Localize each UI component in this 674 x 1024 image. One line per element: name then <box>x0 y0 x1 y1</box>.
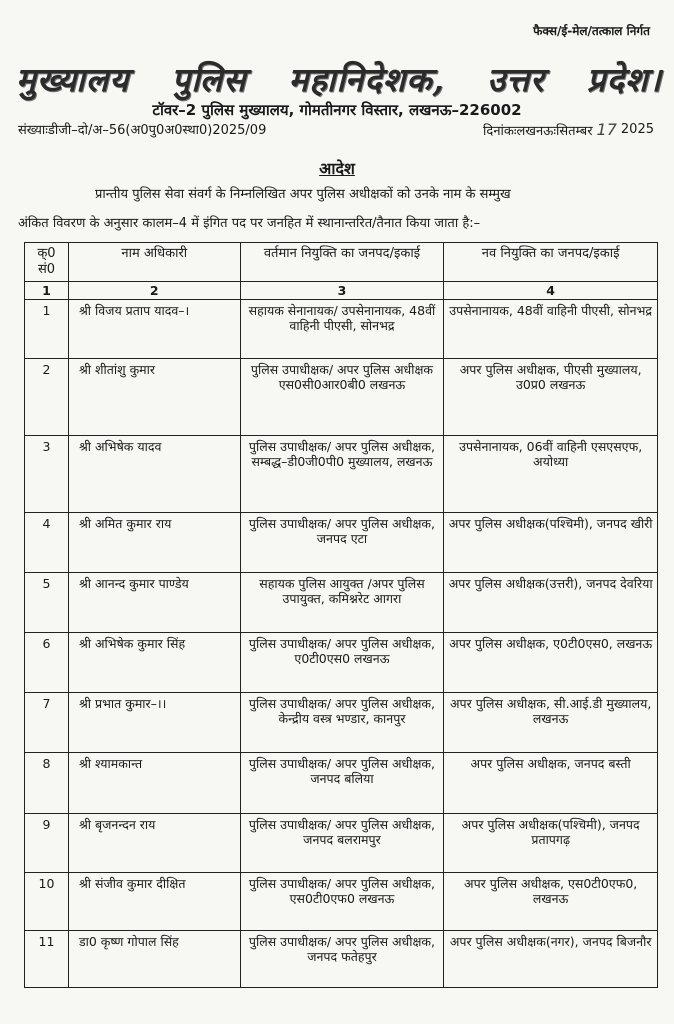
column-number: 1 <box>25 282 69 300</box>
current-posting-cell: पुलिस उपाधीक्षक/ अपर पुलिस अधीक्षक, जनपद फतेहपुर <box>240 931 444 988</box>
officer-name-cell: श्री संजीव कुमार दीक्षित <box>68 873 240 931</box>
new-posting-cell: अपर पुलिस अधीक्षक, जनपद बस्ती <box>444 753 658 814</box>
serial-cell: 10 <box>25 873 69 931</box>
serial-cell: 9 <box>25 814 69 873</box>
new-posting-cell: अपर पुलिस अधीक्षक, ए0टी0एस0, लखनऊ <box>444 633 658 693</box>
new-posting-cell: उपसेनानायक, 06वीं वाहिनी एसएसएफ, अयोध्या <box>444 436 658 513</box>
officer-name-cell: श्री आनन्द कुमार पाण्डेय <box>68 573 240 633</box>
table-row <box>25 633 658 693</box>
serial-cell: 3 <box>25 436 69 513</box>
table-row <box>25 573 658 633</box>
table-row <box>25 753 658 814</box>
intro-line-1: प्रान्तीय पुलिस सेवा संवर्ग के निम्नलिखित अपर पुलिस अधीक्षकों को उनके नाम के सम्मुख <box>95 187 511 202</box>
officer-name-cell: डा0 कृष्ण गोपाल सिंह <box>68 931 240 988</box>
current-posting-cell: पुलिस उपाधीक्षक/ अपर पुलिस अधीक्षक, सम्बद्ध–डी0जी0पी0 मुख्यालय, लखनऊ <box>240 436 444 513</box>
current-posting-cell: पुलिस उपाधीक्षक/ अपर पुलिस अधीक्षक, ए0टी0एस0 लखनऊ <box>240 633 444 693</box>
current-posting-cell: पुलिस उपाधीक्षक/ अपर पुलिस अधीक्षक, जनपद बलिया <box>240 753 444 814</box>
current-posting-cell: पुलिस उपाधीक्षक/ अपर पुलिस अधीक्षक, केन्द्रीय वस्त्र भण्डार, कानपुर <box>240 693 444 753</box>
current-posting-cell: पुलिस उपाधीक्षक/ अपर पुलिस अधीक्षक, जनपद एटा <box>240 513 444 573</box>
new-posting-cell: उपसेनानायक, 48वीं वाहिनी पीएसी, सोनभद्र <box>444 300 658 359</box>
order-date <box>483 120 654 139</box>
office-address: टॉवर–2 पुलिस मुख्यालय, गोमतीनगर विस्तार, लखनऊ–226002 <box>152 101 522 119</box>
letterhead-word: पुलिस <box>171 60 247 99</box>
serial-cell: 8 <box>25 753 69 814</box>
table-row <box>25 873 658 931</box>
header-officer-name: नाम अधिकारी <box>68 243 240 282</box>
table-row <box>25 300 658 359</box>
date-day-handwritten: 17 <box>596 120 617 139</box>
serial-cell: 5 <box>25 573 69 633</box>
table-row <box>25 359 658 436</box>
officer-name-cell: श्री अमित कुमार राय <box>68 513 240 573</box>
serial-cell: 6 <box>25 633 69 693</box>
letterhead-word: प्रदेश। <box>586 60 662 99</box>
table-row <box>25 814 658 873</box>
serial-cell: 2 <box>25 359 69 436</box>
new-posting-cell: अपर पुलिस अधीक्षक, एस0टी0एफ0, लखनऊ <box>444 873 658 931</box>
letterhead-title <box>16 56 662 101</box>
officer-name-cell: श्री अभिषेक कुमार सिंह <box>68 633 240 693</box>
order-title: आदेश <box>319 159 355 178</box>
transfer-table <box>24 242 658 988</box>
current-posting-cell: पुलिस उपाधीक्षक/ अपर पुलिस अधीक्षक, जनपद बलरामपुर <box>240 814 444 873</box>
reference-row <box>18 120 654 139</box>
officer-name-cell: श्री अभिषेक यादव <box>68 436 240 513</box>
intro-line-2: अंकित विवरण के अनुसार कालम–4 में इंगित पद पर जनहित में स्थानान्तरित/तैनात किया जाता है:– <box>18 216 481 231</box>
column-number: 3 <box>240 282 444 300</box>
current-posting-cell: पुलिस उपाधीक्षक/ अपर पुलिस अधीक्षक एस0सी0आर0बी0 लखनऊ <box>240 359 444 436</box>
column-number: 2 <box>68 282 240 300</box>
new-posting-cell: अपर पुलिस अधीक्षक(नगर), जनपद बिजनौर <box>444 931 658 988</box>
officer-name-cell: श्री श्यामकान्त <box>68 753 240 814</box>
new-posting-cell: अपर पुलिस अधीक्षक(उत्तरी), जनपद देवरिया <box>444 573 658 633</box>
serial-cell: 4 <box>25 513 69 573</box>
header-current-posting: वर्तमान नियुक्ति का जनपद/इकाई <box>240 243 444 282</box>
officer-name-cell: श्री शीतांशु कुमार <box>68 359 240 436</box>
officer-name-cell: श्री विजय प्रताप यादव–। <box>68 300 240 359</box>
officer-name-cell: श्री बृजनन्दन राय <box>68 814 240 873</box>
current-posting-cell: सहायक सेनानायक/ उपसेनानायक, 48वीं वाहिनी पीएसी, सोनभद्र <box>240 300 444 359</box>
table-row <box>25 436 658 513</box>
column-number: 4 <box>444 282 658 300</box>
serial-cell: 1 <box>25 300 69 359</box>
table-row <box>25 931 658 988</box>
table-row <box>25 513 658 573</box>
letterhead-word: मुख्यालय <box>16 60 130 99</box>
reference-number: संख्याःडीजी–दो/अ–56(अ0पु0अ0स्था0)2025/09 <box>18 123 267 138</box>
column-number-row <box>25 282 658 300</box>
new-posting-cell: अपर पुलिस अधीक्षक, सी.आई.डी मुख्यालय, लखनऊ <box>444 693 658 753</box>
date-prefix: दिनांकःलखनऊःसितम्बर <box>483 123 593 139</box>
serial-cell: 11 <box>25 931 69 988</box>
fax-email-urgent-label: फैक्स/ई-मेल/तत्काल निर्गत <box>533 24 650 38</box>
current-posting-cell: पुलिस उपाधीक्षक/ अपर पुलिस अधीक्षक, एस0टी0एफ0 लखनऊ <box>240 873 444 931</box>
table-header-row <box>25 243 658 282</box>
letterhead-word: उत्तर <box>487 60 545 99</box>
table-row <box>25 693 658 753</box>
serial-cell: 7 <box>25 693 69 753</box>
header-new-posting: नव नियुक्ति का जनपद/इकाई <box>444 243 658 282</box>
new-posting-cell: अपर पुलिस अधीक्षक(पश्चिमी), जनपद खीरी <box>444 513 658 573</box>
new-posting-cell: अपर पुलिस अधीक्षक(पश्चिमी), जनपद प्रतापगढ़ <box>444 814 658 873</box>
date-year: 2025 <box>620 122 654 137</box>
officer-name-cell: श्री प्रभात कुमार–।। <box>68 693 240 753</box>
letterhead-word: महानिदेशक, <box>288 60 446 99</box>
new-posting-cell: अपर पुलिस अधीक्षक, पीएसी मुख्यालय, उ0प्र0 लखनऊ <box>444 359 658 436</box>
header-serial: क्0 सं0 <box>25 243 69 282</box>
current-posting-cell: सहायक पुलिस आयुक्त /अपर पुलिस उपायुक्त, कमिश्नरेट आगरा <box>240 573 444 633</box>
